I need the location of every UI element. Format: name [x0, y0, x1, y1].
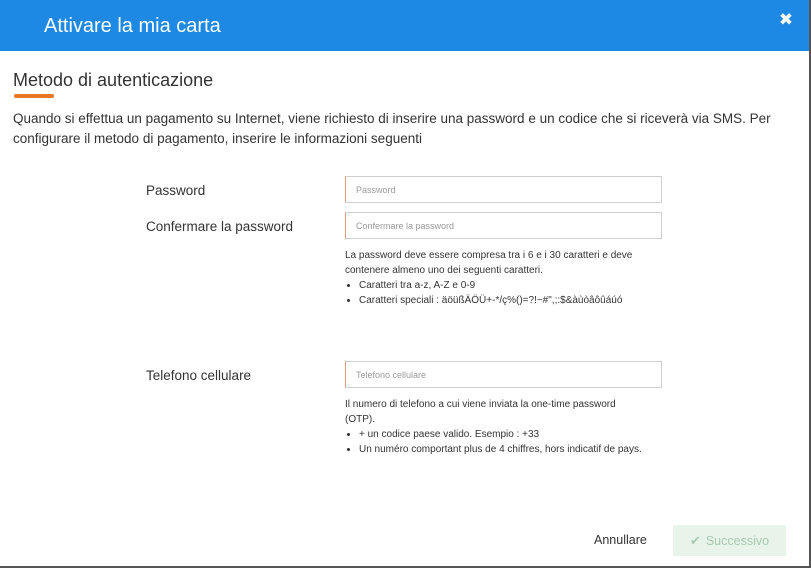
section-title: Metodo di autenticazione: [13, 70, 214, 90]
password-help-text: La password deve essere compresa tra i 6 e i 30 caratteri e deve contenere almeno uno dei seguenti caratteri.: [345, 250, 633, 276]
check-icon: ✔: [689, 532, 701, 548]
cancel-button[interactable]: Annullare: [594, 533, 647, 547]
phone-help-text: Il numero di telefono a cui viene inviata la one-time password (OTP).: [345, 399, 616, 425]
phone-rule: • + un codice paese valido. Esempio : +33: [359, 427, 645, 442]
confirm-password-label: Confermare la password: [146, 219, 294, 234]
next-button[interactable]: [673, 525, 786, 556]
dialog-title: Attivare la mia carta: [44, 15, 221, 37]
confirm-password-input[interactable]: [345, 212, 662, 239]
phone-rules-list: [345, 427, 645, 457]
password-rule: • Caratteri speciali : äöüßÄÖÜ+-*/ç%()=?!~#",;:$&àùòâôûáúó: [359, 293, 665, 308]
password-rule: • Caratteri tra a-z, A-Z e 0-9: [359, 278, 665, 293]
phone-help: [345, 397, 645, 457]
password-help: [345, 248, 665, 308]
password-label: Password: [146, 183, 206, 198]
next-button-label: Successivo: [705, 533, 770, 548]
title-underline: [14, 94, 54, 98]
close-icon[interactable]: ✖: [778, 10, 794, 29]
dialog-header: [0, 0, 809, 51]
password-rules-list: [345, 278, 665, 308]
phone-rule: • Un numéro comportant plus de 4 chiffres, hors indicatif de pays.: [359, 442, 645, 457]
phone-input[interactable]: [345, 361, 662, 388]
phone-label: Telefono cellulare: [146, 368, 252, 383]
password-input[interactable]: [345, 176, 662, 203]
intro-text: Quando si effettua un pagamento su Internet, viene richiesto di inserire una password e un codice che si riceverà via SMS. Per configurare il metodo di pagamento, inserire le informazioni seguenti: [13, 111, 771, 146]
